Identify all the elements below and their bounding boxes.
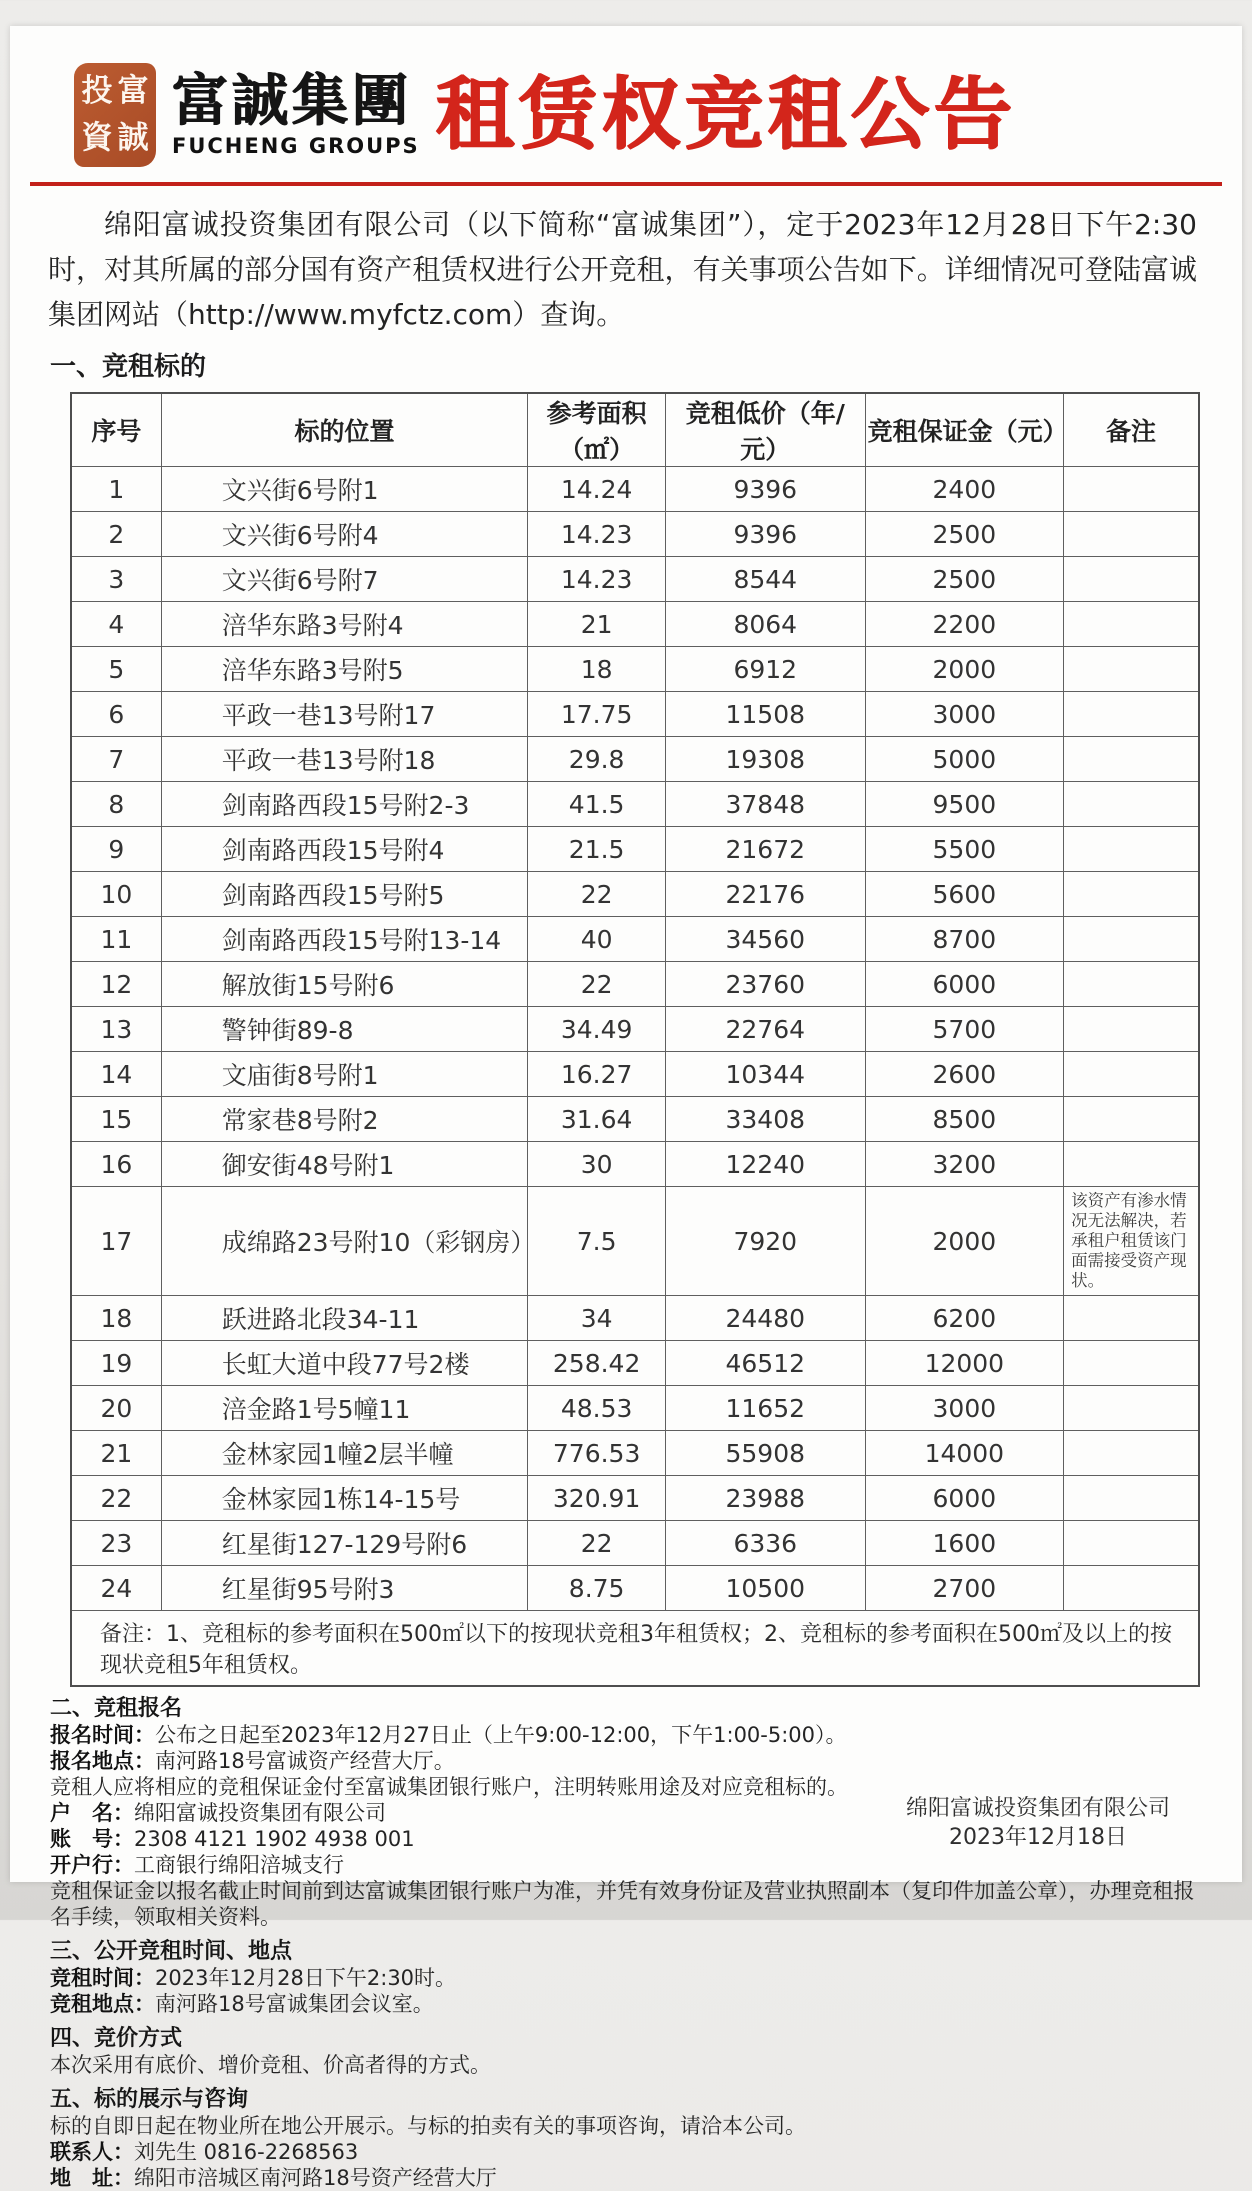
- cell-area: 34.49: [528, 1007, 666, 1052]
- table-row: [71, 647, 1199, 692]
- table-row: [71, 1187, 1199, 1296]
- line-label: 地 址：: [50, 2166, 134, 2190]
- table-row: [71, 962, 1199, 1007]
- line-label: 联系人：: [50, 2140, 134, 2164]
- table-row: [71, 737, 1199, 782]
- cell-seq: 13: [71, 1007, 161, 1052]
- cell-location: 剑南路西段15号附13-14: [161, 917, 528, 962]
- cell-min-price: 8064: [665, 602, 865, 647]
- cell-deposit: 8700: [865, 917, 1064, 962]
- cell-deposit: 1600: [865, 1521, 1064, 1566]
- cell-remark: [1064, 692, 1199, 737]
- header: [74, 60, 1242, 170]
- section2-heading: 二、竞租报名: [50, 1696, 183, 1721]
- cell-seq: 15: [71, 1097, 161, 1142]
- table-row: [71, 872, 1199, 917]
- cell-remark: [1064, 737, 1199, 782]
- line-text: 2023年12月28日下午2:30时。: [155, 1966, 457, 1990]
- cell-area: 48.53: [528, 1386, 666, 1431]
- cell-min-price: 21672: [665, 827, 865, 872]
- column-header: 备注: [1064, 393, 1199, 467]
- table-header-row: [71, 393, 1199, 467]
- line-label: 竞租时间：: [50, 1966, 155, 1990]
- section1-heading: 一、竞租标的: [50, 352, 207, 382]
- cell-area: 7.5: [528, 1187, 666, 1296]
- cell-location: 文兴街6号附4: [161, 512, 528, 557]
- cell-min-price: 9396: [665, 467, 865, 512]
- cell-min-price: 7920: [665, 1187, 865, 1296]
- cell-area: 22: [528, 872, 666, 917]
- cell-area: 22: [528, 1521, 666, 1566]
- cell-location: 剑南路西段15号附4: [161, 827, 528, 872]
- cell-location: 文兴街6号附7: [161, 557, 528, 602]
- cell-seq: 3: [71, 557, 161, 602]
- cell-area: 776.53: [528, 1431, 666, 1476]
- cell-min-price: 10500: [665, 1566, 865, 1611]
- column-header: 竞租低价（年/元）: [665, 393, 865, 467]
- cell-remark: [1064, 962, 1199, 1007]
- line-text: 工商银行绵阳涪城支行: [134, 1853, 344, 1877]
- cell-seq: 6: [71, 692, 161, 737]
- cell-remark: [1064, 872, 1199, 917]
- line-label: 报名地点：: [50, 1749, 155, 1773]
- cell-location: 红星街127-129号附6: [161, 1521, 528, 1566]
- intro-paragraph: 绵阳富诚投资集团有限公司（以下简称“富诚集团”），定于2023年12月28日下午2:30时，对其所属的部分国有资产租赁权进行公开竞租，有关事项公告如下。详细情况可登陆富诚集团网站（http://www.myfctz.com）查询。: [48, 208, 1197, 331]
- line-label: 账 号：: [50, 1827, 134, 1851]
- cell-remark: [1064, 1566, 1199, 1611]
- cell-remark: [1064, 1296, 1199, 1341]
- table-row: [71, 1341, 1199, 1386]
- cell-area: 22: [528, 962, 666, 1007]
- cell-deposit: 2000: [865, 1187, 1064, 1296]
- cell-deposit: 14000: [865, 1431, 1064, 1476]
- cell-location: 涪金路1号5幢11: [161, 1386, 528, 1431]
- cell-remark: [1064, 602, 1199, 647]
- text-line: [50, 1722, 1197, 1748]
- cell-deposit: 6200: [865, 1296, 1064, 1341]
- cell-seq: 16: [71, 1142, 161, 1187]
- text-line: [50, 1991, 1197, 2017]
- table-row: [71, 1296, 1199, 1341]
- cell-deposit: 2500: [865, 512, 1064, 557]
- company-name-block: [172, 68, 424, 159]
- cell-min-price: 9396: [665, 512, 865, 557]
- text-line: [50, 1878, 1197, 1930]
- cell-seq: 21: [71, 1431, 161, 1476]
- cell-deposit: 5600: [865, 872, 1064, 917]
- cell-min-price: 11508: [665, 692, 865, 737]
- text-line: [50, 1852, 1197, 1878]
- cell-location: 平政一巷13号附17: [161, 692, 528, 737]
- column-header: 参考面积（㎡）: [528, 393, 666, 467]
- cell-deposit: 3000: [865, 692, 1064, 737]
- cell-seq: 17: [71, 1187, 161, 1296]
- cell-area: 18: [528, 647, 666, 692]
- text-line: [50, 1965, 1197, 1991]
- table-row: [71, 1007, 1199, 1052]
- cell-deposit: 6000: [865, 1476, 1064, 1521]
- cell-min-price: 46512: [665, 1341, 865, 1386]
- cell-location: 解放街15号附6: [161, 962, 528, 1007]
- cell-min-price: 11652: [665, 1386, 865, 1431]
- cell-min-price: 6912: [665, 647, 865, 692]
- table-row: [71, 512, 1199, 557]
- seal-character: 投: [81, 73, 113, 109]
- page-title: 租赁权竞租公告: [436, 70, 1018, 160]
- line-text: 南河路18号富诚资产经营大厅。: [155, 1749, 455, 1773]
- table-row: [71, 1476, 1199, 1521]
- cell-seq: 19: [71, 1341, 161, 1386]
- cell-seq: 20: [71, 1386, 161, 1431]
- table-row: [71, 1386, 1199, 1431]
- cell-deposit: 3200: [865, 1142, 1064, 1187]
- line-text: 2308 4121 1902 4938 001: [134, 1827, 415, 1851]
- line-text: 公布之日起至2023年12月27日止（上午9:00-12:00，下午1:00-5:00）。: [155, 1723, 847, 1747]
- line-text: 竞租保证金以报名截止时间前到达富诚集团银行账户为准，并凭有效身份证及营业执照副本（复印件加盖公章），办理竞租报名手续，领取相关资料。: [50, 1879, 1195, 1929]
- table-note: 备注：1、竞租标的参考面积在500㎡以下的按现状竞租3年租赁权；2、竞租标的参考面积在500㎡及以上的按现状竞租5年租赁权。: [71, 1611, 1199, 1687]
- section4-body: [10, 2052, 1242, 2078]
- cell-deposit: 2200: [865, 602, 1064, 647]
- cell-location: 文兴街6号附1: [161, 467, 528, 512]
- cell-seq: 7: [71, 737, 161, 782]
- table-row: [71, 1431, 1199, 1476]
- cell-area: 14.23: [528, 512, 666, 557]
- cell-seq: 9: [71, 827, 161, 872]
- cell-min-price: 22764: [665, 1007, 865, 1052]
- cell-seq: 1: [71, 467, 161, 512]
- cell-deposit: 6000: [865, 962, 1064, 1007]
- text-line: [50, 2052, 1197, 2078]
- cell-location: 涪华东路3号附5: [161, 647, 528, 692]
- cell-remark: [1064, 512, 1199, 557]
- cell-location: 红星街95号附3: [161, 1566, 528, 1611]
- cell-remark: [1064, 1007, 1199, 1052]
- signature-block: [906, 1794, 1170, 1852]
- table-row: [71, 1142, 1199, 1187]
- cell-deposit: 2400: [865, 467, 1064, 512]
- table-row: [71, 1566, 1199, 1611]
- cell-min-price: 23760: [665, 962, 865, 1007]
- cell-location: 金林家园1栋14-15号: [161, 1476, 528, 1521]
- cell-seq: 22: [71, 1476, 161, 1521]
- cell-deposit: 12000: [865, 1341, 1064, 1386]
- cell-seq: 14: [71, 1052, 161, 1097]
- cell-deposit: 3000: [865, 1386, 1064, 1431]
- cell-location: 御安街48号附1: [161, 1142, 528, 1187]
- cell-deposit: 2000: [865, 647, 1064, 692]
- cell-remark: [1064, 557, 1199, 602]
- cell-remark: [1064, 1386, 1199, 1431]
- cell-seq: 4: [71, 602, 161, 647]
- cell-min-price: 12240: [665, 1142, 865, 1187]
- cell-remark: [1064, 1341, 1199, 1386]
- line-label: 报名时间：: [50, 1723, 155, 1747]
- cell-area: 34: [528, 1296, 666, 1341]
- cell-area: 16.27: [528, 1052, 666, 1097]
- line-text: 南河路18号富诚集团会议室。: [155, 1992, 434, 2016]
- cell-remark: [1064, 1431, 1199, 1476]
- cell-remark: [1064, 917, 1199, 962]
- cell-seq: 24: [71, 1566, 161, 1611]
- cell-deposit: 2500: [865, 557, 1064, 602]
- cell-location: 文庙街8号附1: [161, 1052, 528, 1097]
- cell-area: 14.24: [528, 467, 666, 512]
- text-line: [50, 1748, 1197, 1774]
- section5-heading: 五、标的展示与咨询: [50, 2087, 249, 2112]
- cell-location: 跃进路北段34-11: [161, 1296, 528, 1341]
- cell-seq: 8: [71, 782, 161, 827]
- text-line: [50, 2165, 1197, 2191]
- cell-remark: [1064, 467, 1199, 512]
- cell-area: 258.42: [528, 1341, 666, 1386]
- seal-character: 富: [117, 73, 149, 109]
- cell-min-price: 24480: [665, 1296, 865, 1341]
- cell-remark: [1064, 1097, 1199, 1142]
- seal-character: 資: [81, 120, 113, 156]
- cell-area: 17.75: [528, 692, 666, 737]
- signature-date: 2023年12月18日: [949, 1825, 1127, 1850]
- cell-seq: 5: [71, 647, 161, 692]
- cell-deposit: 9500: [865, 782, 1064, 827]
- company-name-en: FUCHENG GROUPS: [172, 134, 420, 158]
- cell-location: 剑南路西段15号附2-3: [161, 782, 528, 827]
- cell-seq: 12: [71, 962, 161, 1007]
- cell-area: 14.23: [528, 557, 666, 602]
- cell-location: 长虹大道中段77号2楼: [161, 1341, 528, 1386]
- cell-area: 41.5: [528, 782, 666, 827]
- line-text: 绵阳市涪城区南河路18号资产经营大厅: [134, 2166, 497, 2190]
- table-row: [71, 467, 1199, 512]
- cell-location: 金林家园1幢2层半幢: [161, 1431, 528, 1476]
- cell-area: 30: [528, 1142, 666, 1187]
- column-header: 标的位置: [161, 393, 528, 467]
- cell-min-price: 23988: [665, 1476, 865, 1521]
- cell-remark: [1064, 1052, 1199, 1097]
- table-row: [71, 557, 1199, 602]
- line-text: 绵阳富诚投资集团有限公司: [134, 1801, 386, 1825]
- table-row: [71, 917, 1199, 962]
- table-row: [71, 782, 1199, 827]
- cell-min-price: 33408: [665, 1097, 865, 1142]
- section3-heading: 三、公开竞租时间、地点: [50, 1939, 293, 1964]
- cell-min-price: 10344: [665, 1052, 865, 1097]
- cell-deposit: 5500: [865, 827, 1064, 872]
- cell-min-price: 34560: [665, 917, 865, 962]
- cell-location: 成绵路23号附10（彩钢房）: [161, 1187, 528, 1296]
- line-label: 户 名：: [50, 1801, 134, 1825]
- cell-seq: 2: [71, 512, 161, 557]
- text-line: [50, 2139, 1197, 2165]
- cell-area: 320.91: [528, 1476, 666, 1521]
- cell-location: 常家巷8号附2: [161, 1097, 528, 1142]
- cell-min-price: 55908: [665, 1431, 865, 1476]
- cell-min-price: 8544: [665, 557, 865, 602]
- cell-area: 21: [528, 602, 666, 647]
- line-text: 刘先生 0816-2268563: [134, 2140, 359, 2164]
- red-divider: [30, 182, 1222, 186]
- cell-area: 29.8: [528, 737, 666, 782]
- cell-min-price: 22176: [665, 872, 865, 917]
- document-sheet: [10, 26, 1242, 2190]
- cell-location: 涪华东路3号附4: [161, 602, 528, 647]
- cell-min-price: 6336: [665, 1521, 865, 1566]
- cell-remark: [1064, 1476, 1199, 1521]
- cell-area: 21.5: [528, 827, 666, 872]
- line-text: 竞租人应将相应的竞租保证金付至富诚集团银行账户，注明转账用途及对应竞租标的。: [50, 1775, 848, 1799]
- cell-area: 40: [528, 917, 666, 962]
- cell-min-price: 19308: [665, 737, 865, 782]
- section5-body: [10, 2113, 1242, 2191]
- cell-location: 平政一巷13号附18: [161, 737, 528, 782]
- cell-location: 剑南路西段15号附5: [161, 872, 528, 917]
- company-name-cn: 富誠集團: [172, 68, 412, 134]
- cell-deposit: 2600: [865, 1052, 1064, 1097]
- cell-deposit: 8500: [865, 1097, 1064, 1142]
- cell-deposit: 5700: [865, 1007, 1064, 1052]
- table-row: [71, 827, 1199, 872]
- cell-seq: 23: [71, 1521, 161, 1566]
- table-row: [71, 1052, 1199, 1097]
- table-row: [71, 692, 1199, 737]
- table-note-row: [71, 1611, 1199, 1687]
- line-text: 标的自即日起在物业所在地公开展示。与标的拍卖有关的事项咨询，请洽本公司。: [50, 2114, 806, 2138]
- cell-area: 8.75: [528, 1566, 666, 1611]
- cell-deposit: 2700: [865, 1566, 1064, 1611]
- cell-remark: [1064, 1521, 1199, 1566]
- lease-lots-table: [70, 392, 1200, 1687]
- cell-remark: [1064, 647, 1199, 692]
- column-header: 竞租保证金（元）: [865, 393, 1064, 467]
- line-text: 本次采用有底价、增价竞租、价高者得的方式。: [50, 2053, 491, 2077]
- table-row: [71, 1097, 1199, 1142]
- line-label: 开户行：: [50, 1853, 134, 1877]
- cell-location: 警钟街89-8: [161, 1007, 528, 1052]
- cell-remark: [1064, 827, 1199, 872]
- cell-seq: 18: [71, 1296, 161, 1341]
- cell-remark: 该资产有渗水情况无法解决，若承租户租赁该门面需接受资产现状。: [1064, 1187, 1199, 1296]
- section3-body: [10, 1965, 1242, 2017]
- seal-character: 誠: [117, 120, 149, 156]
- section4-heading: 四、竞价方式: [50, 2026, 183, 2051]
- signature-company: 绵阳富诚投资集团有限公司: [905, 1796, 1170, 1821]
- column-header: 序号: [71, 393, 161, 467]
- cell-min-price: 37848: [665, 782, 865, 827]
- table-row: [71, 1521, 1199, 1566]
- company-seal-logo: [74, 63, 156, 167]
- text-line: [50, 2113, 1197, 2139]
- cell-seq: 10: [71, 872, 161, 917]
- table-row: [71, 602, 1199, 647]
- cell-remark: [1064, 1142, 1199, 1187]
- cell-area: 31.64: [528, 1097, 666, 1142]
- cell-seq: 11: [71, 917, 161, 962]
- cell-remark: [1064, 782, 1199, 827]
- line-label: 竞租地点：: [50, 1992, 155, 2016]
- cell-deposit: 5000: [865, 737, 1064, 782]
